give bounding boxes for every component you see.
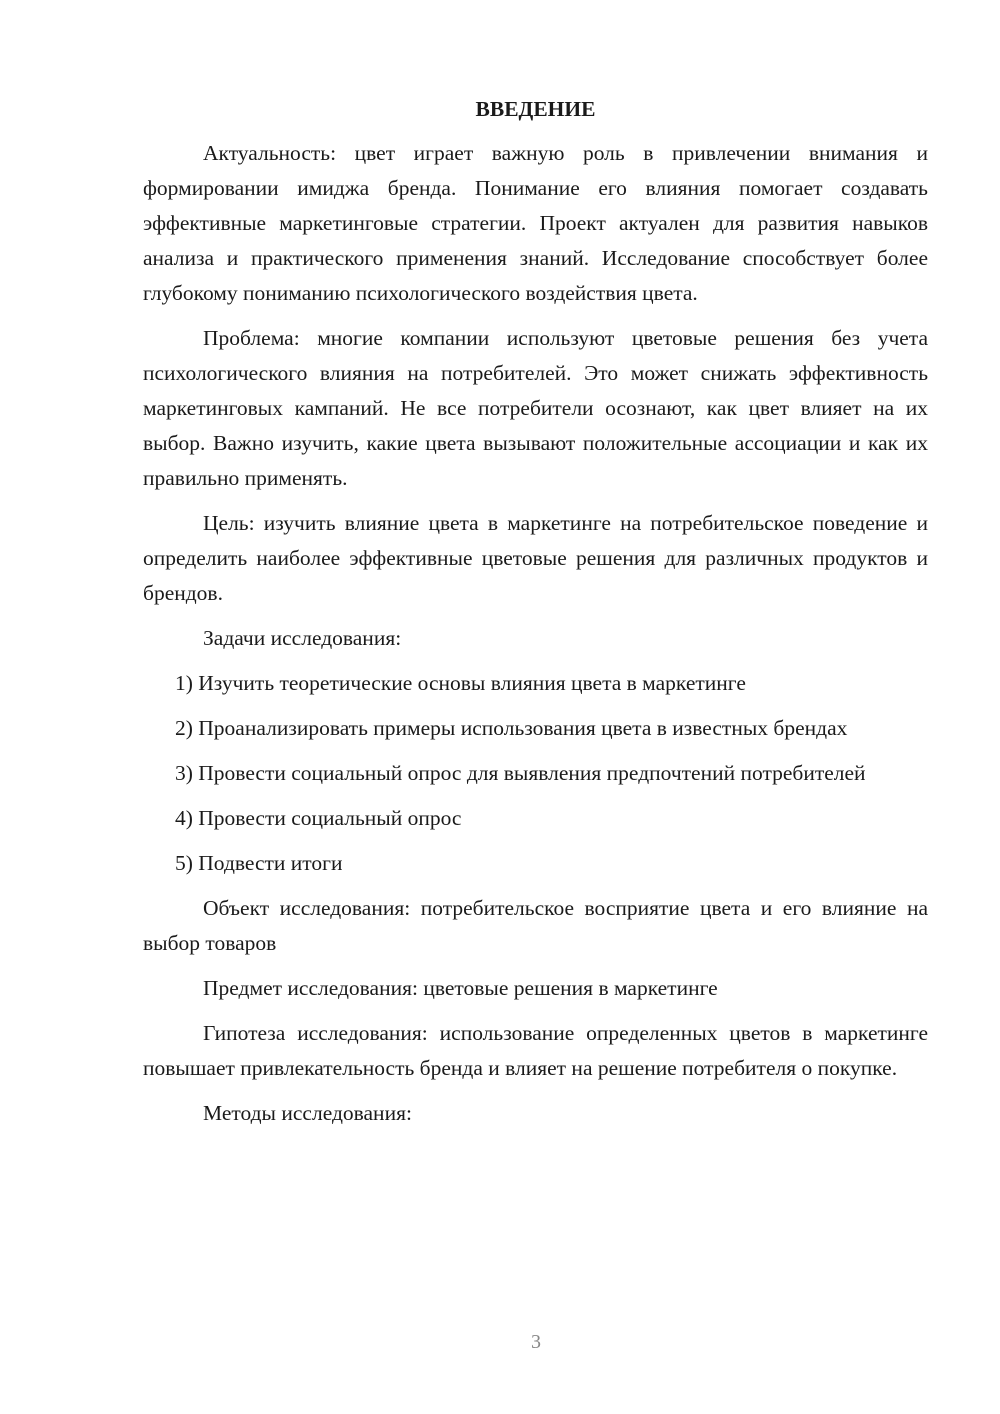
task-item-5: 5) Подвести итоги — [175, 851, 343, 875]
section-title: ВВЕДЕНИЕ — [475, 97, 596, 121]
page-content — [143, 92, 928, 1141]
problem-paragraph: Проблема: многие компании используют цветовые решения без учета психологического влияния на потребителей. Это может снижать эффективность маркетинговых кампаний. Не все потребители осознают, как цвет влияет на их выбор. Важно изучить, какие цвета вызывают положительные ассоциации и как их правильно применять. — [143, 326, 928, 490]
task-item-2: 2) Проанализировать примеры использования цвета в известных брендах — [175, 716, 848, 740]
task-item-4: 4) Провести социальный опрос — [175, 806, 462, 830]
tasks-heading: Задачи исследования: — [203, 626, 402, 650]
goal-paragraph: Цель: изучить влияние цвета в маркетинге на потребительское поведение и определить наиболее эффективные цветовые решения для различных продуктов и брендов. — [143, 511, 928, 605]
page-number: 3 — [531, 1331, 541, 1353]
object-paragraph: Объект исследования: потребительское восприятие цвета и его влияние на выбор товаров — [143, 896, 928, 955]
methods-heading: Методы исследования: — [203, 1101, 412, 1125]
hypothesis-paragraph: Гипотеза исследования: использование определенных цветов в маркетинге повышает привлекательность бренда и влияет на решение потребителя о покупке. — [143, 1021, 928, 1080]
task-item-1: 1) Изучить теоретические основы влияния цвета в маркетинге — [175, 671, 746, 695]
subject-paragraph: Предмет исследования: цветовые решения в маркетинге — [203, 976, 718, 1000]
task-item-3: 3) Провести социальный опрос для выявления предпочтений потребителей — [175, 761, 866, 785]
relevance-paragraph: Актуальность: цвет играет важную роль в привлечении внимания и формировании имиджа бренда. Понимание его влияния помогает создавать эффективные маркетинговые стратегии. Проект актуален для развития навыков анализа и практического применения знаний. Исследование способствует более глубокому пониманию психологического воздействия цвета. — [143, 141, 928, 305]
